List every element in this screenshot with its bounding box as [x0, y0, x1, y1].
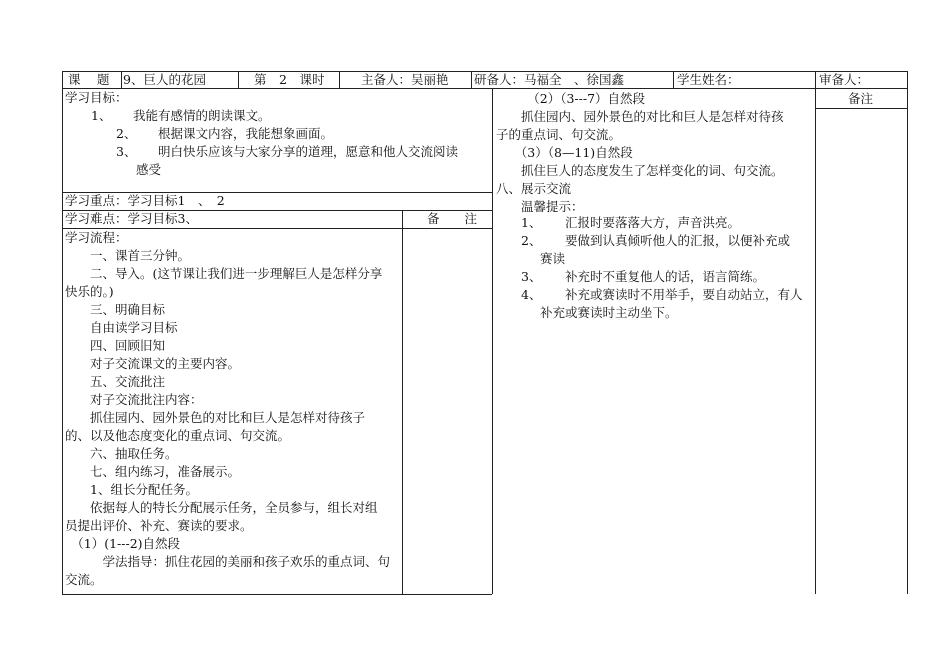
goals-title: 学习目标：: [65, 90, 128, 105]
goal-1-number: 1、: [91, 108, 112, 123]
process-line: （1）(1---2)自然段: [65, 536, 181, 551]
tip-4-number: 4、: [521, 287, 542, 302]
right-line: 抓住园内、园外景色的对比和巨人是怎样对待孩: [496, 109, 784, 124]
process-line: 四、回顾旧知: [65, 338, 166, 353]
process-line: 学法指导：抓住花园的美丽和孩子欢乐的重点词、句: [65, 554, 391, 569]
process-line: 学习流程：: [65, 230, 128, 245]
tip-1-number: 1、: [521, 215, 542, 230]
process-line: 六、抽取任务。: [65, 446, 178, 461]
goal-3-continuation: 感受: [136, 162, 162, 177]
lesson-topic: 9、巨人的花园: [123, 72, 206, 87]
tip-2-continuation: 赛读: [540, 251, 566, 266]
process-line: 五、交流批注: [65, 374, 166, 389]
right-line: 子的重点词、句交流。: [496, 127, 622, 142]
process-line: 一、课首三分钟。: [65, 248, 191, 263]
main-preparer: 主备人：吴丽艳: [361, 72, 449, 87]
process-line: 快乐的。): [65, 284, 114, 299]
process-line: 员提出评价、补充、赛读的要求。: [65, 518, 253, 533]
goal-2-text: 根据课文内容，我能想象画面。: [158, 126, 334, 141]
right-line: （3）（8—11)自然段: [496, 145, 633, 160]
difficulty: 学习难点：学习目标3、: [65, 211, 198, 226]
process-line: 交流。: [65, 572, 103, 587]
tip-2-number: 2、: [521, 233, 542, 248]
goal-1-text: 我能有感情的朗读课文。: [133, 108, 271, 123]
right-remarks-header: 备注: [848, 91, 874, 106]
lesson-period: 第 2 课时: [254, 72, 325, 87]
display-section: [496, 90, 784, 216]
tip-1-text: 汇报时要落落大方，声音洪亮。: [565, 215, 741, 230]
left-remarks-header: 备 注: [427, 211, 478, 226]
right-line: 八、展示交流: [496, 181, 572, 196]
right-line: 抓住巨人的态度发生了怎样变化的词、句交流。: [496, 163, 784, 178]
topic-label: 课 题: [68, 72, 110, 87]
tip-3-text: 补充时不重复他人的话，语言简练。: [565, 269, 766, 284]
process-line: 的、以及他态度变化的重点词、句交流。: [65, 428, 291, 443]
tip-2-text: 要做到认真倾听他人的汇报，以便补充或: [565, 233, 791, 248]
tip-4-continuation: 补充或赛读时主动坐下。: [540, 305, 678, 320]
process-line: 抓住园内、园外景色的对比和巨人是怎样对待孩子: [65, 410, 366, 425]
process-line: 三、明确目标: [65, 302, 166, 317]
key-points: 学习重点：学习目标1 、 2: [65, 193, 225, 208]
goal-2-number: 2、: [116, 126, 137, 141]
tip-4-text: 补充或赛读时不用举手，要自动站立，有人: [565, 287, 803, 302]
right-line: 温馨提示：: [496, 199, 584, 214]
process-line: 1、组长分配任务。: [65, 482, 198, 497]
process-line: 对子交流课文的主要内容。: [65, 356, 241, 371]
process-line: 对子交流批注内容：: [65, 392, 203, 407]
process-line: 依据每人的特长分配展示任务，全员参与，组长对组: [65, 500, 378, 515]
goal-3-number: 3、: [116, 144, 137, 159]
process-line: 七、组内练习，准备展示。: [65, 464, 241, 479]
process-line: 二、导入。(这节课让我们进一步理解巨人是怎样分享: [65, 266, 383, 281]
right-line: （2）（3---7）自然段: [496, 91, 646, 106]
tip-3-number: 3、: [521, 269, 542, 284]
student-name-field: 学生姓名：: [677, 72, 740, 87]
goal-3-text: 明白快乐应该与大家分享的道理，愿意和他人交流阅读: [158, 144, 459, 159]
co-preparers: 研备人：马福全 、徐国鑫: [474, 72, 625, 87]
reviewer-field: 审备人：: [819, 72, 870, 87]
process-line: 自由读学习目标: [65, 320, 178, 335]
learning-process: [65, 229, 390, 589]
